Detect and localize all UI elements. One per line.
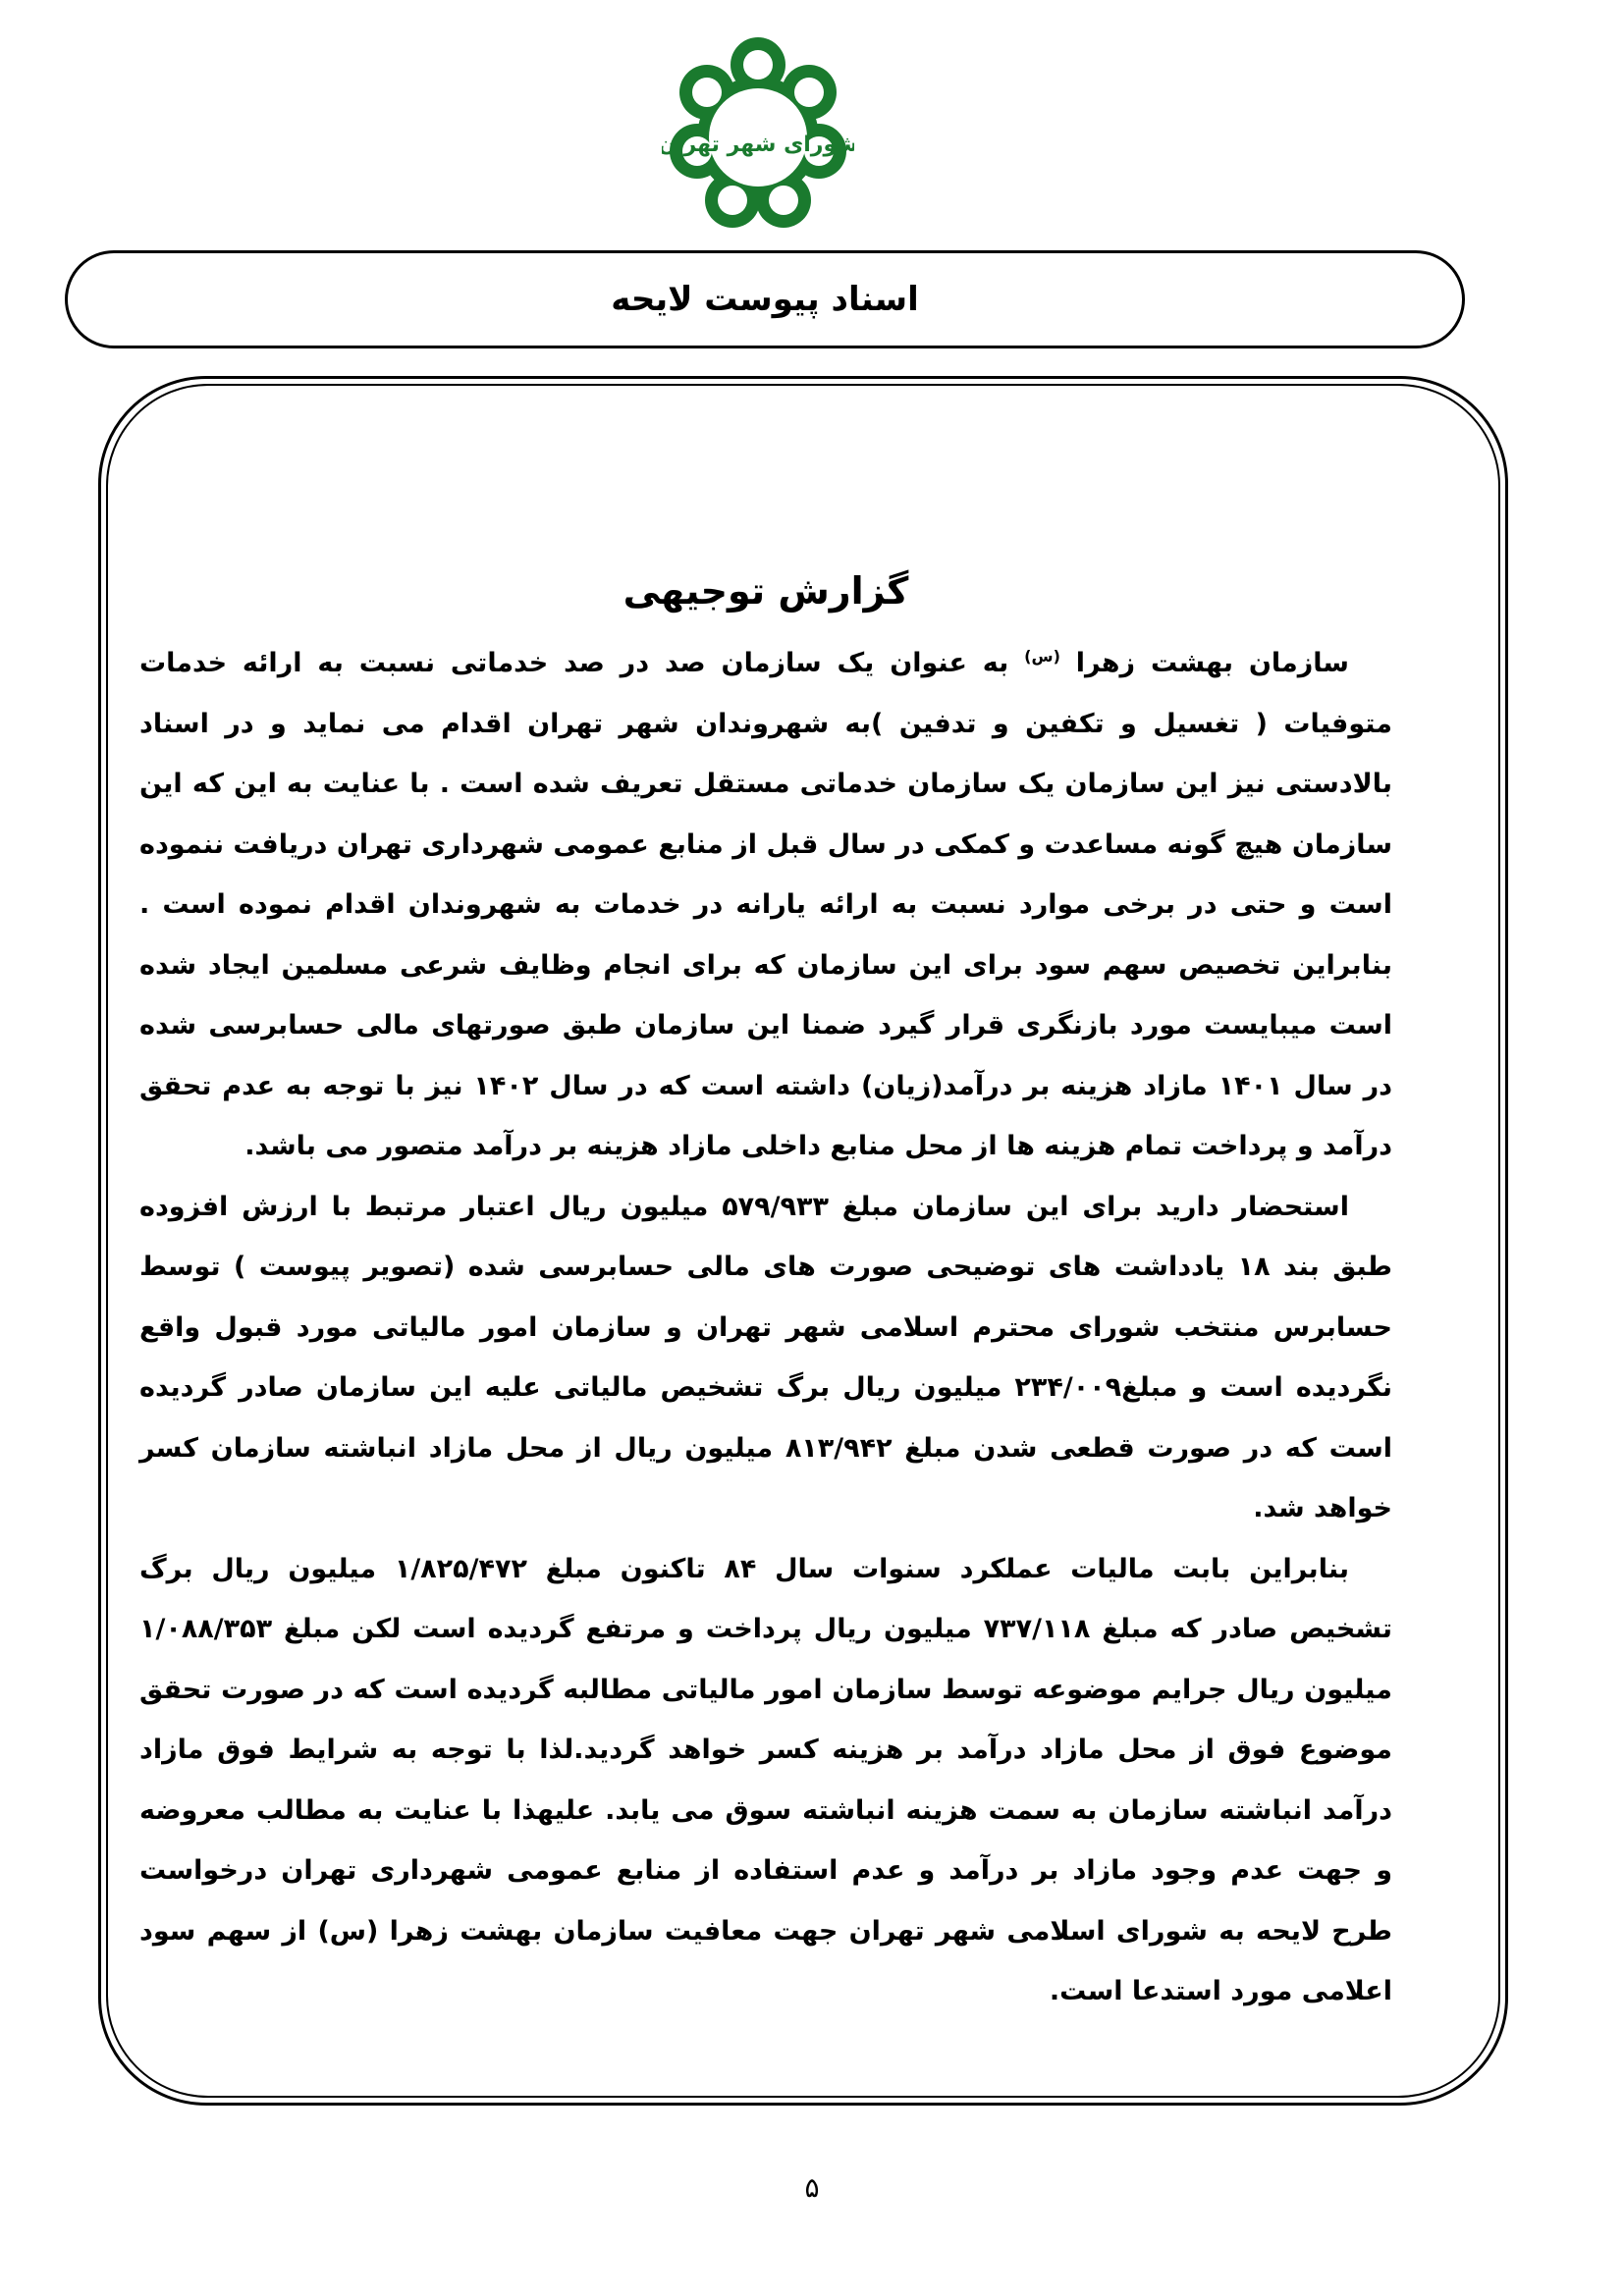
header-box <box>65 250 1465 348</box>
report-content <box>139 569 1392 2022</box>
paragraph-1 <box>139 626 1392 1177</box>
paragraph-1-rest: به عنوان یک سازمان صد در صد خدماتی نسبت به ارائه خدمات متوفیات ( تغسیل و تکفین و تدفین )به شهروندان شهر تهران اقدام می نماید و در اسناد بالادستی نیز این سازمان یک سازمان خدماتی مستقل تعریف شده است . با عنایت به این که این سازمان هیچ گونه مساعدت و کمکی در سال قبل از منابع عمومی شهرداری تهران دریافت ننموده است و حتی در برخی موارد نسبت به ارائه یارانه در خدمات به شهروندان اقدام نموده است . بنابراین تخصیص سهم سود برای این سازمان که برای انجام وظایف شرعی مسلمین ایجاد شده است میبایست مورد بازنگری قرار گیرد ضمنا این سازمان طبق صورتهای مالی حسابرسی شده در سال ۱۴۰۱ مازاد هزینه بر درآمد(زیان) داشته است که در سال ۱۴۰۲ نیز با توجه به عدم تحقق درآمد و پرداخت تمام هزینه ها از محل منابع داخلی مازاد هزینه بر درآمد متصور می باشد. <box>139 648 1392 1161</box>
paragraph-1-start: سازمان بهشت زهرا <box>1059 648 1349 678</box>
paragraph-1-superscript: (س) <box>1024 647 1060 666</box>
paragraph-3: بنابراین بابت مالیات عملکرد سنوات سال ۸۴ تاکنون مبلغ ۱/۸۲۵/۴۷۲ میلیون ریال برگ تشخیص صادر که مبلغ ۷۳۷/۱۱۸ میلیون ریال پرداخت و مرتفع گردیده است لکن مبلغ ۱/۰۸۸/۳۵۳ میلیون ریال جرایم موضوعه توسط سازمان امور مالیاتی مطالبه گردیده است که در صورت تحقق موضوع فوق از محل مازاد درآمد بر هزینه کسر خواهد گردید.لذا با توجه به شرایط فوق مازاد درآمد انباشته سازمان به سمت هزینه انباشته سوق می یابد. علیهذا با عنایت به مطالب معروضه و جهت عدم وجود مازاد بر درآمد و عدم استفاده از منابع عمومی شهرداری تهران درخواست طرح لایحه به شورای اسلامی شهر تهران جهت معافیت سازمان بهشت زهرا (س) از سهم سود اعلامی مورد استدعا است. <box>139 1553 1393 2006</box>
logo-text: شورای شهر تهران <box>662 133 854 157</box>
page-number: ۵ <box>804 2171 820 2204</box>
council-logo <box>662 35 854 238</box>
paragraph-2: استحضار دارید برای این سازمان مبلغ ۵۷۹/۹۳۳ میلیون ریال اعتبار مرتبط با ارزش افزوده طبق بند ۱۸ یادداشت های توضیحی صورت های مالی حسابرسی شده (تصویر پیوست ) توسط حسابرس منتخب شورای محترم اسلامی شهر تهران و سازمان امور مالیاتی مورد قبول واقع نگردیده است و مبلغ۲۳۴/۰۰۹ میلیون ریال برگ تشخیص مالیاتی علیه این سازمان صادر گردیده است که در صورت قطعی شدن مبلغ ۸۱۳/۹۴۲ میلیون ریال از محل مازاد انباشته سازمان کسر خواهد شد. <box>139 1191 1392 1523</box>
report-title: گزارش توجیهی <box>623 569 909 613</box>
header-title: اسناد پیوست لایحه <box>611 280 919 319</box>
